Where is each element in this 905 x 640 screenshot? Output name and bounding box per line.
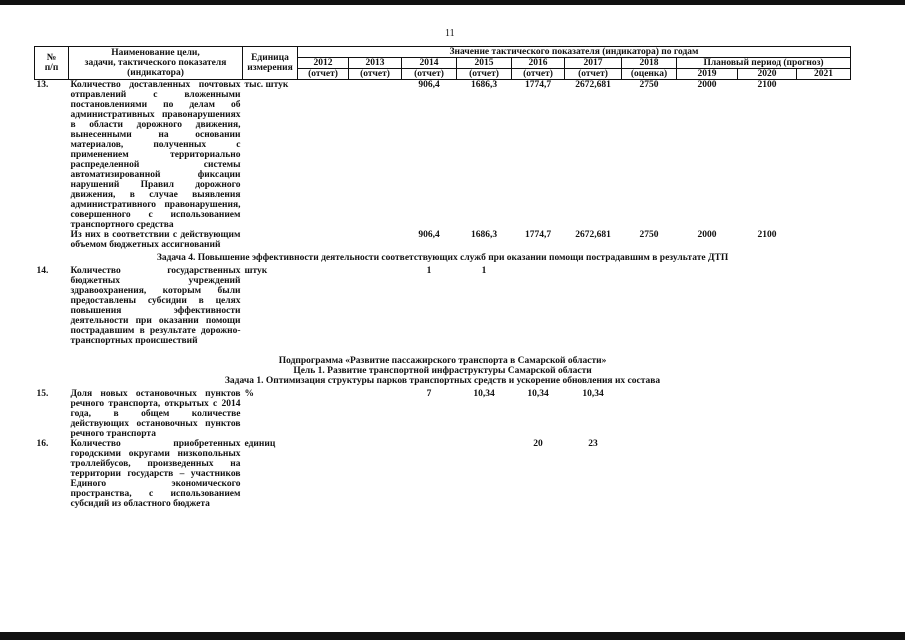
value-cell bbox=[677, 389, 738, 439]
table-row bbox=[35, 230, 851, 250]
value-cell bbox=[298, 230, 349, 250]
value-cell: 1686,3 bbox=[470, 230, 498, 240]
value-cell: 906,4 bbox=[418, 230, 440, 240]
table-body bbox=[35, 80, 851, 510]
value-cell: 2750 bbox=[639, 230, 659, 240]
year-header: 2012 bbox=[298, 58, 349, 69]
value-cell: 2100 bbox=[757, 230, 777, 240]
year-note: (отчет) bbox=[457, 69, 512, 80]
year-note: (отчет) bbox=[402, 69, 457, 80]
value-cell bbox=[298, 389, 349, 439]
table-row bbox=[35, 439, 851, 509]
value-cell bbox=[457, 439, 512, 509]
values-group-header: Значение тактического показателя (индикатора) по годам bbox=[298, 47, 851, 58]
plan-year-header: 2021 bbox=[797, 69, 851, 80]
value-cell bbox=[797, 230, 851, 250]
task-heading: Задача 4. Повышение эффективности деятельности соответствующих служб при оказании помощи пострадавшим в результате ДТП bbox=[156, 253, 729, 263]
section-heading-row bbox=[35, 346, 851, 389]
value-cell bbox=[797, 266, 851, 346]
value-cell: 1686,3 bbox=[470, 80, 498, 90]
value-cell bbox=[349, 439, 402, 509]
value-cell: 23 bbox=[588, 439, 598, 449]
subprogram-heading: Подпрограмма «Развитие пассажирского транспорта в Самарской области» Цель 1. Развитие транспортной инфраструктуры Самарской области Задача 1. Оптимизация структуры парков транспортных средств и ускорение обновления их состава bbox=[224, 356, 661, 386]
value-cell: 20 bbox=[533, 439, 543, 449]
value-cell bbox=[797, 80, 851, 231]
value-cell: 906,4 bbox=[418, 80, 440, 90]
row-number: 13. bbox=[36, 80, 49, 90]
col-num-header: № п/п bbox=[35, 47, 69, 80]
plan-year-header: 2019 bbox=[677, 69, 738, 80]
year-header: 2013 bbox=[349, 58, 402, 69]
indicator-name: Количество приобретенных городскими округами низкопольных троллейбусов, произведенных на территории государств – участников Единого экономического пространства, с использованием субсидий из областного бюджета bbox=[70, 439, 241, 509]
plan-group-header: Плановый период (прогноз) bbox=[677, 58, 851, 69]
value-cell: 2100 bbox=[757, 80, 777, 90]
value-cell: 2000 bbox=[697, 80, 717, 90]
row-number: 14. bbox=[36, 266, 49, 276]
indicators-table bbox=[34, 46, 851, 509]
year-header: 2017 bbox=[565, 58, 622, 69]
col-unit-header: Единица измерения bbox=[243, 47, 298, 80]
value-cell bbox=[298, 80, 349, 231]
value-cell: 10,34 bbox=[473, 389, 495, 399]
value-cell: 7 bbox=[426, 389, 432, 399]
value-cell bbox=[298, 266, 349, 346]
table-row bbox=[35, 389, 851, 439]
value-cell: 1 bbox=[426, 266, 432, 276]
year-header: 2016 bbox=[512, 58, 565, 69]
year-note: (отчет) bbox=[565, 69, 622, 80]
row-number: 15. bbox=[36, 389, 49, 399]
value-cell bbox=[797, 439, 851, 509]
value-cell: 1774,7 bbox=[524, 80, 552, 90]
value-cell bbox=[738, 389, 797, 439]
top-edge-line bbox=[0, 0, 905, 5]
value-cell: 10,34 bbox=[582, 389, 604, 399]
value-cell bbox=[298, 439, 349, 509]
year-note: (оценка) bbox=[622, 69, 677, 80]
row-number bbox=[35, 230, 69, 250]
value-cell bbox=[402, 439, 457, 509]
value-cell bbox=[349, 266, 402, 346]
indicator-name: Количество государственных бюджетных учреждений здравоохранения, которым были предоставлены субсидии в целях повышения эффективности деятельности при оказании помощи пострадавшим в результате дорожно-транспортных происшествий bbox=[70, 266, 241, 346]
col-name-header: Наименование цели, задачи, тактического показателя (индикатора) bbox=[69, 47, 243, 80]
indicator-name: Количество доставленных почтовых отправлений с вложенными постановлениями по делам об административных правонарушениях в области дорожного движения, вынесенными на основании материалов, полученных с применением территориально распределенной системы автоматизированной фиксации нарушений Правил дорожного движения, в случае выявления административного правонарушения, совершенного с использованием транспортного средства bbox=[70, 80, 241, 230]
value-cell bbox=[677, 266, 738, 346]
value-cell: 10,34 bbox=[527, 389, 549, 399]
value-cell bbox=[349, 230, 402, 250]
year-header: 2014 bbox=[402, 58, 457, 69]
section-heading-row bbox=[35, 250, 851, 266]
year-note: (отчет) bbox=[298, 69, 349, 80]
indicator-unit bbox=[243, 230, 298, 250]
value-cell: 2672,681 bbox=[575, 230, 611, 240]
value-cell: 2000 bbox=[697, 230, 717, 240]
value-cell bbox=[797, 389, 851, 439]
table-row bbox=[35, 80, 851, 231]
indicator-name: Из них в соответствии с действующим объемом бюджетных ассигнований bbox=[70, 230, 241, 250]
value-cell bbox=[512, 266, 565, 346]
value-cell bbox=[349, 389, 402, 439]
value-cell bbox=[565, 266, 622, 346]
year-header: 2018 bbox=[622, 58, 677, 69]
year-note: (отчет) bbox=[512, 69, 565, 80]
indicator-unit: штук bbox=[244, 266, 268, 276]
bottom-edge-line bbox=[0, 632, 905, 640]
value-cell bbox=[738, 266, 797, 346]
value-cell: 2750 bbox=[639, 80, 659, 90]
plan-year-header: 2020 bbox=[738, 69, 797, 80]
value-cell: 1774,7 bbox=[524, 230, 552, 240]
value-cell bbox=[677, 439, 738, 509]
value-cell: 1 bbox=[481, 266, 487, 276]
row-number: 16. bbox=[36, 439, 49, 449]
year-header: 2015 bbox=[457, 58, 512, 69]
value-cell bbox=[349, 80, 402, 231]
table-row bbox=[35, 266, 851, 346]
indicator-unit: тыс. штук bbox=[244, 80, 289, 90]
indicator-name: Доля новых остановочных пунктов речного транспорта, открытых с 2014 года, в общем количестве действующих остановочных пунктов речного транспорта bbox=[70, 389, 241, 439]
indicator-unit: единиц bbox=[244, 439, 276, 449]
value-cell: 2672,681 bbox=[575, 80, 611, 90]
indicator-unit: % bbox=[244, 389, 254, 399]
value-cell bbox=[622, 266, 677, 346]
value-cell bbox=[622, 389, 677, 439]
year-note: (отчет) bbox=[349, 69, 402, 80]
value-cell bbox=[622, 439, 677, 509]
value-cell bbox=[738, 439, 797, 509]
page-number: 11 bbox=[445, 28, 455, 39]
